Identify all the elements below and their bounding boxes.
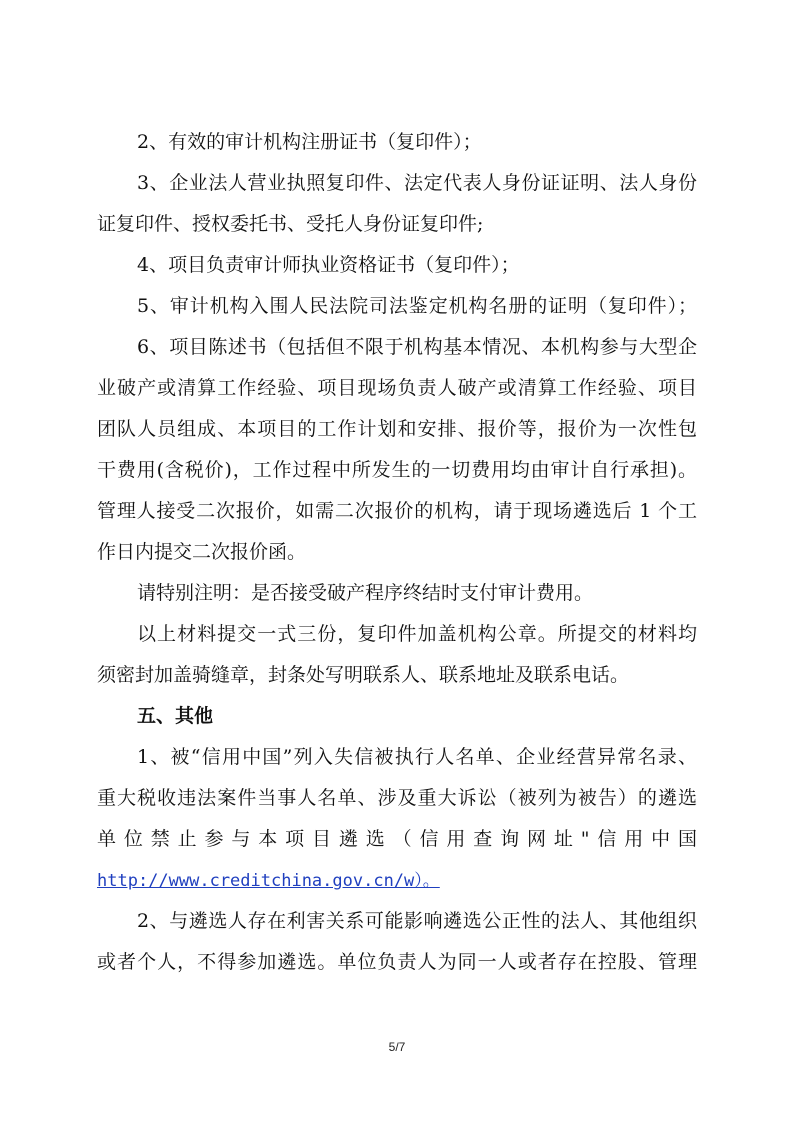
paragraph-line: 业破产或清算工作经验、项目现场负责人破产或清算工作经验、项目 [97,377,697,399]
paragraph-line: 5、审计机构入围人民法院司法鉴定机构名册的证明（复印件）； [137,295,697,317]
page-number: 5/7 [388,1040,406,1054]
paragraph-line: 重大税收违法案件当事人名单、涉及重大诉讼（被列为被告）的遴选 [97,787,697,809]
paragraph-line: 4、项目负责审计师执业资格证书（复印件）； [137,254,520,276]
document-body [97,122,697,983]
paragraph-line: 6、项目陈述书（包括但不限于机构基本情况、本机构参与大型企 [137,336,697,358]
paragraph-line: 或者个人，不得参加遴选。单位负责人为同一人或者存在控股、管理 [97,951,697,973]
paragraph-line: 证复印件、授权委托书、受托人身份证复印件; [97,213,484,235]
paragraph-line: 作日内提交二次报价函。 [97,541,307,563]
paragraph-line: 干费用(含税价)，工作过程中所发生的一切费用均由审计自行承担)。 [97,459,697,481]
paragraph-line: 请特别注明：是否接受破产程序终结时支付审计费用。 [137,582,594,604]
credit-china-link[interactable]: http://www.creditchina.gov.cn/w）。 [97,871,440,891]
paragraph-line: 单位禁止参与本项目遴选（信用查询网址"信用中国 [97,828,697,850]
paragraph-line: 管理人接受二次报价，如需二次报价的机构，请于现场遴选后 1 个工 [97,500,697,522]
paragraph-line: 须密封加盖骑缝章，封条处写明联系人、联系地址及联系电话。 [97,664,630,686]
paragraph-line: 团队人员组成、本项目的工作计划和安排、报价等，报价为一次性包 [97,418,697,440]
paragraph-line: 2、与遴选人存在利害关系可能影响遴选公正性的法人、其他组织 [137,910,697,932]
paragraph-line [97,860,697,901]
paragraph-line: 2、有效的审计机构注册证书（复印件）； [137,131,482,153]
paragraph-line: 以上材料提交一式三份，复印件加盖机构公章。所提交的材料均 [137,623,697,645]
paragraph-line: 3、企业法人营业执照复印件、法定代表人身份证证明、法人身份 [137,172,697,194]
paragraph-line: 1、被“信用中国”列入失信被执行人名单、企业经营异常名录、 [137,746,697,768]
section-heading: 五、其他 [137,705,214,727]
